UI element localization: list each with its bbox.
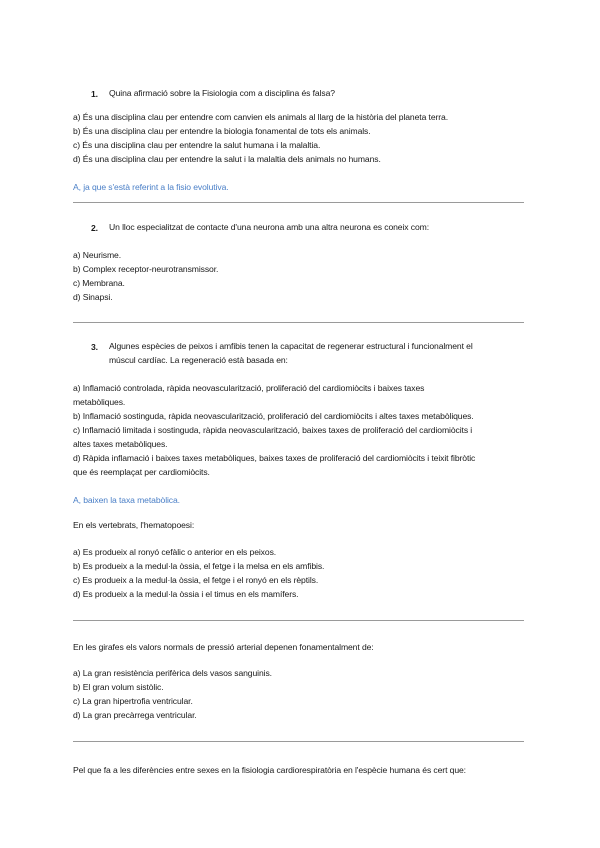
question-3-title-line2: múscul cardíac. La regeneració està basada en: — [109, 355, 288, 365]
question-5-option-a: a) La gran resistència perifèrica dels vasos sanguinis. — [73, 668, 272, 678]
question-2-option-c: c) Membrana. — [73, 278, 125, 288]
question-4-option-a: a) Es produeix al ronyó cefàlic o anterior en els peixos. — [73, 547, 277, 557]
question-4-title: En els vertebrats, l'hematopoesi: — [73, 520, 195, 530]
divider — [73, 202, 524, 203]
question-4-option-d: d) Es produeix a la medul·la òssia i el timus en els mamífers. — [73, 589, 299, 599]
divider — [73, 620, 524, 621]
question-3-title-line1: Algunes espècies de peixos i amfibis tenen la capacitat de regenerar estructural i funcionalment el — [109, 341, 473, 351]
question-1-answer: A, ja que s'està referint a la fisio evolutiva. — [73, 182, 229, 192]
question-3-number: 3. — [91, 342, 98, 352]
question-1-option-d: d) És una disciplina clau per entendre la salut i la malaltia dels animals no humans. — [73, 154, 381, 164]
question-3-option-c-cont: altes taxes metabòliques. — [73, 439, 168, 449]
question-1-number: 1. — [91, 89, 98, 99]
question-6-title: Pel que fa a les diferències entre sexes en la fisiologia cardiorespiratòria en l'espècie humana és cert que: — [73, 765, 466, 775]
question-1-title: Quina afirmació sobre la Fisiologia com a disciplina és falsa? — [109, 88, 335, 98]
question-4-option-c: c) Es produeix a la medul·la òssia, el fetge i el ronyó en els rèptils. — [73, 575, 319, 585]
question-2-option-b: b) Complex receptor-neurotransmissor. — [73, 264, 219, 274]
question-3-option-d: d) Ràpida inflamació i baixes taxes metabòliques, baixes taxes de proliferació del cardiomiòcits i teixit fibròtic — [73, 453, 476, 463]
question-3-option-a: a) Inflamació controlada, ràpida neovascularització, proliferació del cardiomiòcits i baixes taxes — [73, 383, 425, 393]
question-1-option-b: b) És una disciplina clau per entendre la biologia fonamental de tots els animals. — [73, 126, 371, 136]
divider — [73, 741, 524, 742]
question-1-option-c: c) És una disciplina clau per entendre la salut humana i la malaltia. — [73, 140, 321, 150]
divider — [73, 322, 524, 323]
question-5-option-c: c) La gran hipertrofia ventricular. — [73, 696, 193, 706]
question-5-option-b: b) El gran volum sistòlic. — [73, 682, 164, 692]
question-2-number: 2. — [91, 223, 98, 233]
question-4-option-b: b) Es produeix a la medul·la òssia, el fetge i la melsa en els amfibis. — [73, 561, 325, 571]
question-2-option-a: a) Neurisme. — [73, 250, 121, 260]
question-3-option-d-cont: que és reemplaçat per cardiomiòcits. — [73, 467, 210, 477]
question-3-option-b: b) Inflamació sostinguda, ràpida neovascularització, proliferació del cardiomiòcits i altes taxes metabòliques. — [73, 411, 474, 421]
question-3-option-c: c) Inflamació limitada i sostinguda, ràpida neovascularització, baixes taxes de proliferació del cardiomiòcits i — [73, 425, 473, 435]
question-5-option-d: d) La gran precàrrega ventricular. — [73, 710, 197, 720]
question-2-option-d: d) Sinapsi. — [73, 292, 113, 302]
question-1-option-a: a) És una disciplina clau per entendre com canvien els animals al llarg de la història del planeta terra. — [73, 112, 448, 122]
question-3-option-a-cont: metabòliques. — [73, 397, 126, 407]
question-5-title: En les girafes els valors normals de pressió arterial depenen fonamentalment de: — [73, 642, 374, 652]
question-2-title: Un lloc especialitzat de contacte d'una neurona amb una altra neurona es coneix com: — [109, 222, 430, 232]
question-3-answer: A, baixen la taxa metabòlica. — [73, 495, 180, 505]
